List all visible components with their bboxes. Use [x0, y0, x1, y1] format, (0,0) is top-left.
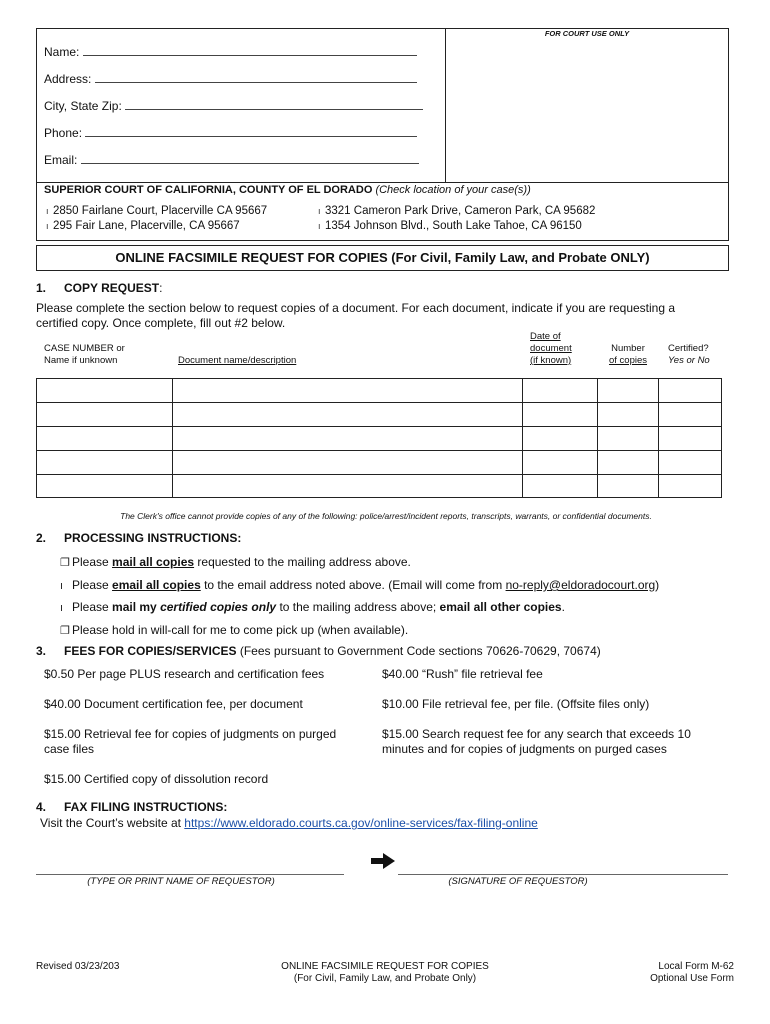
table-col-divider — [522, 378, 523, 498]
table-row-divider — [36, 402, 722, 403]
phone-field[interactable] — [44, 126, 417, 140]
col-num-line-1: Number — [611, 343, 645, 354]
col-number-copies — [607, 343, 649, 367]
fee-search-request — [382, 727, 691, 757]
fee-purged-line-1: $15.00 Retrieval fee for copies of judgments on purged — [44, 727, 337, 741]
section4-number: 4. — [36, 800, 47, 814]
col-document: Document name/description — [178, 355, 297, 366]
opt4-text: Please hold in will-call for me to come pick up (when available). — [72, 623, 409, 637]
option-will-call[interactable] — [60, 623, 408, 637]
fee-search-line-2: minutes and for copies of judgments on purged cases — [382, 742, 667, 756]
court-use-label: FOR COURT USE ONLY — [544, 29, 630, 38]
opt2-end: ) — [655, 578, 660, 592]
phone-label: Phone: — [44, 126, 83, 140]
table-row-divider — [36, 426, 722, 427]
opt2-bold: email all copies — [112, 578, 201, 592]
checkbox-icon[interactable]: ı — [46, 206, 49, 216]
location-south-lake-tahoe[interactable] — [318, 220, 582, 232]
fee-certification: $40.00 Document certification fee, per document — [44, 697, 303, 711]
email-field[interactable] — [44, 153, 419, 167]
opt1-post: requested to the mailing address above. — [194, 555, 411, 569]
table-row-divider — [36, 474, 722, 475]
city-state-zip-label: City, State Zip: — [44, 99, 122, 113]
location-label: 295 Fair Lane, Placerville, CA 95667 — [53, 220, 240, 232]
requestor-name-line[interactable] — [36, 874, 344, 875]
section1-instructions — [36, 301, 736, 331]
col-date-line-3: (if known) — [530, 355, 572, 366]
fee-dissolution-record: $15.00 Certified copy of dissolution record — [44, 772, 269, 786]
col-date-line-1: Date of — [530, 331, 561, 342]
col-case-line-1: CASE NUMBER or — [44, 343, 125, 354]
checkbox-icon[interactable]: ı — [318, 206, 321, 216]
fax-instructions — [40, 816, 538, 831]
location-cameron-park[interactable] — [318, 205, 595, 217]
table-row-divider — [36, 450, 722, 451]
form-title: ONLINE FACSIMILE REQUEST FOR COPIES (For Civil, Family Law, and Probate ONLY) — [36, 245, 729, 271]
opt3-end: . — [561, 600, 565, 614]
section1-number: 1. — [36, 281, 47, 295]
section1-heading — [36, 281, 162, 295]
checkbox-icon[interactable]: ❐ — [60, 557, 70, 569]
checkbox-icon[interactable]: ı — [60, 602, 64, 614]
footer-revised: Revised 03/23/203 — [36, 961, 120, 972]
email-line[interactable] — [81, 153, 419, 164]
checkbox-icon[interactable]: ❐ — [60, 625, 70, 637]
location-label: 2850 Fairlane Court, Placerville CA 95667 — [53, 205, 268, 217]
opt3-bold-italic: certified copies only — [160, 600, 277, 614]
section3-note: (Fees pursuant to Government Code sections 70626-70629, 70674) — [239, 644, 601, 658]
fee-file-retrieval: $10.00 File retrieval fee, per file. (Offsite files only) — [382, 697, 650, 711]
option-mail-all[interactable] — [60, 555, 411, 569]
address-label: Address: — [44, 72, 92, 86]
requestor-name-label: (TYPE OR PRINT NAME OF REQUESTOR) — [87, 876, 275, 887]
section3-number: 3. — [36, 644, 47, 658]
section3-heading — [36, 644, 601, 658]
city-state-zip-field[interactable] — [44, 99, 423, 113]
fee-purged-line-2: case files — [44, 742, 95, 756]
opt3-mid: to the mailing address above; — [276, 600, 440, 614]
table-col-divider — [658, 378, 659, 498]
court-heading — [44, 184, 531, 196]
section1-title: COPY REQUEST — [64, 281, 160, 295]
opt3-bold2: email all other copies — [439, 600, 562, 614]
court-name: SUPERIOR COURT OF CALIFORNIA, COUNTY OF EL DORADO — [44, 184, 373, 196]
fee-rush-retrieval: $40.00 “Rush” file retrieval fee — [382, 667, 543, 681]
arrow-right-icon — [370, 852, 396, 870]
opt2-pre: Please — [72, 578, 113, 592]
table-col-divider — [172, 378, 173, 498]
opt3-pre: Please — [72, 600, 113, 614]
name-field[interactable] — [44, 45, 417, 59]
reply-email: no-reply@eldoradocourt.org — [505, 578, 656, 592]
phone-line[interactable] — [85, 126, 417, 137]
opt3-bold1: mail my — [112, 600, 161, 614]
option-email-all[interactable] — [60, 578, 659, 592]
location-label: 3321 Cameron Park Drive, Cameron Park, CA 95682 — [325, 205, 596, 217]
checkbox-icon[interactable]: ı — [318, 221, 321, 231]
fax-filing-link[interactable]: https://www.eldorado.courts.ca.gov/online-services/fax-filing-online — [184, 816, 538, 830]
address-field[interactable] — [44, 72, 417, 86]
fee-per-page: $0.50 Per page PLUS research and certification fees — [44, 667, 325, 681]
court-heading-note: (Check location of your case(s)) — [375, 184, 531, 196]
opt1-bold: mail all copies — [112, 555, 195, 569]
copy-request-table[interactable] — [36, 378, 722, 498]
section2-heading — [36, 531, 241, 545]
section2-number: 2. — [36, 531, 47, 545]
opt2-post: to the email address noted above. (Email will come from — [200, 578, 506, 592]
opt1-pre: Please — [72, 555, 113, 569]
footer-center-line-2: (For Civil, Family Law, and Probate Only) — [293, 973, 477, 984]
signature-line[interactable] — [398, 874, 728, 875]
section3-title: FEES FOR COPIES/SERVICES — [64, 644, 237, 658]
section2-title: PROCESSING INSTRUCTIONS: — [64, 531, 242, 545]
section4-heading — [36, 800, 227, 814]
location-fairlane-court[interactable] — [46, 205, 267, 217]
city-state-zip-line[interactable] — [125, 99, 423, 110]
fee-search-line-1: $15.00 Search request fee for any search that exceeds 10 — [382, 727, 691, 741]
col-cert-line-2: Yes or No — [668, 355, 710, 366]
col-case-number — [44, 343, 125, 367]
location-label: 1354 Johnson Blvd., South Lake Tahoe, CA 96150 — [325, 220, 582, 232]
checkbox-icon[interactable]: ı — [60, 580, 64, 592]
col-certified — [668, 343, 710, 367]
col-cert-line-1: Certified? — [668, 343, 709, 354]
col-date — [530, 331, 572, 367]
footer-form-use: Optional Use Form — [650, 973, 734, 984]
checkbox-icon[interactable]: ı — [46, 221, 49, 231]
footer-form-number: Local Form M-62 — [658, 961, 734, 972]
option-mail-certified[interactable] — [60, 600, 565, 614]
fax-instructions-text: Visit the Court’s website at — [40, 816, 185, 830]
name-label: Name: — [44, 45, 80, 59]
address-line[interactable] — [95, 72, 417, 83]
instructions-line-2: certified copy. Once complete, fill out #2 below. — [36, 316, 286, 330]
footer-center — [240, 961, 530, 985]
section1-colon: : — [159, 281, 163, 295]
footer-form-id — [600, 961, 734, 985]
clerk-note: The Clerk's office cannot provide copies of any of the following: police/arrest/incident reports, transcripts, warrants, or confidential documents. — [120, 511, 652, 521]
footer-center-line-1: ONLINE FACSIMILE REQUEST FOR COPIES — [281, 961, 489, 972]
name-line[interactable] — [83, 45, 417, 56]
col-case-line-2: Name if unknown — [44, 355, 118, 366]
col-date-line-2: document — [530, 343, 572, 354]
instructions-line-1: Please complete the section below to request copies of a document. For each document, indicate if you are requesting a — [36, 301, 676, 315]
location-fair-lane[interactable] — [46, 220, 240, 232]
fee-purged-retrieval — [44, 727, 336, 757]
signature-label: (SIGNATURE OF REQUESTOR) — [448, 876, 588, 887]
email-label: Email: — [44, 153, 78, 167]
col-num-line-2: of copies — [608, 355, 648, 366]
section4-title: FAX FILING INSTRUCTIONS: — [64, 800, 228, 814]
table-col-divider — [597, 378, 598, 498]
court-use-area — [445, 28, 729, 183]
